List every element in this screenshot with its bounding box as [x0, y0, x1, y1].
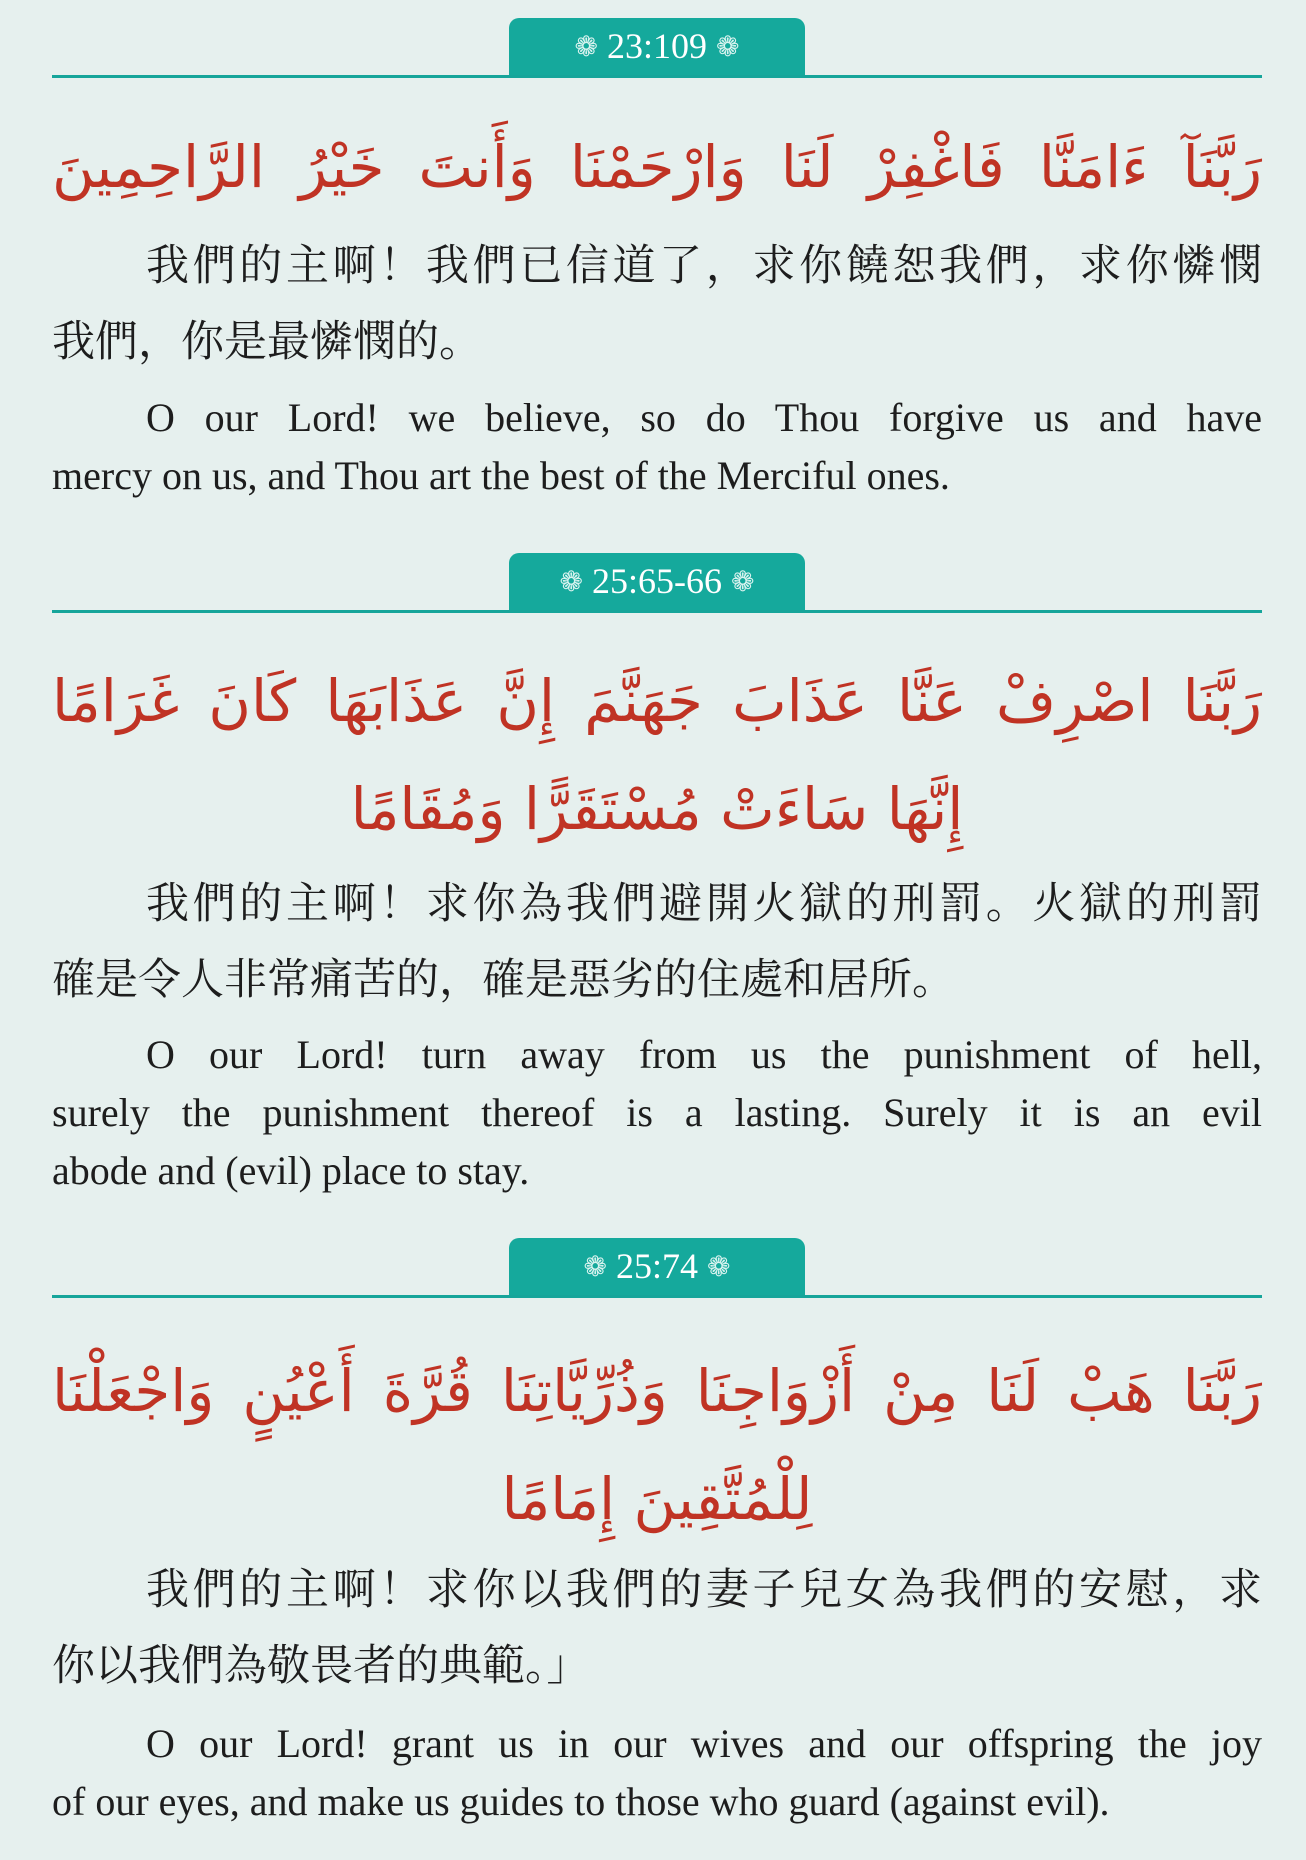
divider-line	[52, 75, 1262, 78]
ornament-left-icon: ❁	[559, 567, 583, 598]
english-line: O our Lord! grant us in our wives and our offspring the joy	[146, 1721, 1262, 1766]
chinese-line: 我們的主啊！求你為我們避開火獄的刑罰。火獄的刑罰	[146, 879, 1262, 929]
verse-reference: 25:65-66	[592, 561, 722, 601]
arabic-verse-line: رَبَّنَا اصْرِفْ عَنَّا عَذَابَ جَهَنَّمَ إِنَّ عَذَابَهَا كَانَ غَرَامًا	[52, 667, 1262, 735]
arabic-verse-line: لِلْمُتَّقِينَ إِمَامًا	[501, 1465, 813, 1533]
english-line: abode and (evil) place to stay.	[52, 1148, 530, 1193]
chinese-translation	[52, 1552, 1262, 1704]
english-line: mercy on us, and Thou art the best of the Merciful ones.	[52, 453, 950, 498]
verse-reference-tab	[509, 1238, 805, 1298]
english-line: surely the punishment thereof is a lasting. Surely it is an evil	[52, 1090, 1262, 1135]
english-translation	[52, 1026, 1262, 1200]
ornament-left-icon: ❁	[574, 32, 598, 63]
chinese-line: 確是令人非常痛苦的，確是惡劣的住處和居所。	[52, 955, 955, 1005]
verse-reference-tab	[509, 18, 805, 78]
arabic-verse-line: إِنَّهَا سَاءَتْ مُسْتَقَرًّا وَمُقَامًا	[350, 775, 964, 843]
verse-reference: 25:74	[615, 1246, 698, 1286]
verse-reference-tab	[509, 553, 805, 613]
ornament-right-icon: ❁	[716, 32, 740, 63]
english-line: O our Lord! turn away from us the punishment of hell,	[146, 1032, 1262, 1077]
chinese-line: 你以我們為敬畏者的典範。」	[52, 1641, 590, 1691]
arabic-verse-line: رَبَّنَا هَبْ لَنَا مِنْ أَزْوَاجِنَا وَذُرِّيَّاتِنَا قُرَّةَ أَعْيُنٍ وَاجْعَلْنَا	[52, 1357, 1262, 1425]
chinese-translation	[52, 228, 1262, 380]
verse-reference: 23:109	[606, 26, 707, 66]
divider-line	[52, 1295, 1262, 1298]
english-line: O our Lord! we believe, so do Thou forgive us and have	[146, 395, 1262, 440]
ornament-right-icon: ❁	[731, 567, 755, 598]
english-line: of our eyes, and make us guides to those who guard (against evil).	[52, 1779, 1110, 1824]
chinese-translation	[52, 866, 1262, 1018]
ornament-right-icon: ❁	[707, 1252, 731, 1283]
arabic-verse-line: رَبَّنَآ ءَامَنَّا فَاغْفِرْ لَنَا وَارْحَمْنَا وَأَنتَ خَيْرُ الرَّاحِمِينَ	[52, 133, 1262, 201]
chinese-line: 我們的主啊！求你以我們的妻子兒女為我們的安慰，求	[146, 1565, 1262, 1615]
english-translation	[52, 389, 1262, 505]
ornament-left-icon: ❁	[583, 1252, 607, 1283]
chinese-line: 我們，你是最憐憫的。	[52, 317, 482, 367]
divider-line	[52, 610, 1262, 613]
chinese-line: 我們的主啊！我們已信道了，求你饒恕我們，求你憐憫	[146, 241, 1262, 291]
english-translation	[52, 1715, 1262, 1831]
